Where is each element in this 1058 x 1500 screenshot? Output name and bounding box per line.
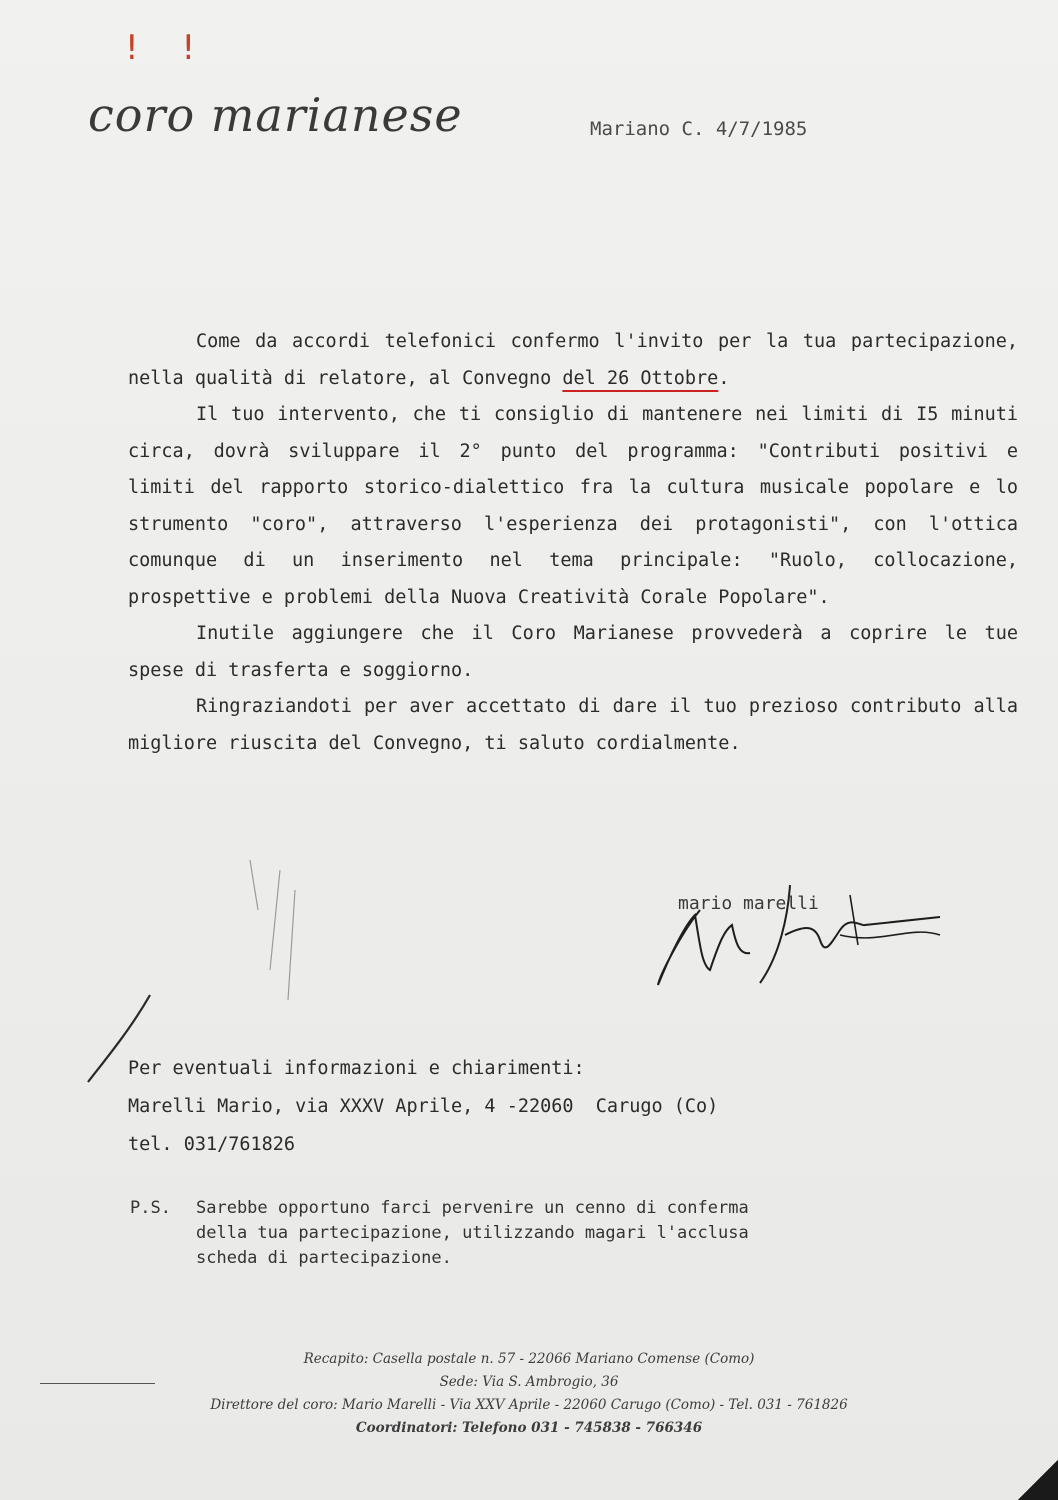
page-corner	[1018, 1460, 1058, 1500]
faint-pencil-marks	[210, 850, 330, 1020]
letterhead-footer	[0, 1348, 1058, 1440]
letterhead-title: coro marianese	[88, 88, 463, 142]
paragraph-1	[128, 324, 1018, 397]
ps-line-1: Sarebbe opportuno farci pervenire un cenno di conferma	[196, 1198, 749, 1218]
signature-typed-name: mario marelli	[678, 893, 819, 914]
paragraph-3: Inutile aggiungere che il Coro Marianese provvederà a coprire le tue spese di trasferta e soggiorno.	[128, 623, 1018, 681]
footer-director: Direttore del coro: Mario Marelli - Via XXV Aprile - 22060 Carugo (Como) - Tel. 031 - 761826	[210, 1397, 848, 1413]
red-marks: ! !	[125, 28, 212, 68]
paragraph-4: Ringraziandoti per aver accettato di dare il tuo prezioso contributo alla migliore riuscita del Convegno, ti saluto cordialmente.	[128, 696, 1018, 754]
contact-line-2: Marelli Mario, via XXXV Aprile, 4 -22060 Carugo (Co)	[128, 1096, 719, 1117]
footer-coordinators: Coordinatori: Telefono 031 - 745838 - 766346	[355, 1420, 703, 1436]
footer-seat: Sede: Via S. Ambrogio, 36	[439, 1374, 619, 1390]
ps-line-3: scheda di partecipazione.	[196, 1248, 452, 1268]
contact-line-3: tel. 031/761826	[128, 1134, 296, 1155]
contact-line-1: Per eventuali informazioni e chiarimenti:	[128, 1058, 585, 1079]
contact-info	[128, 1050, 718, 1164]
paragraph-1-text: Come da accordi telefonici confermo l'invito per la tua partecipazione, nella qualità di relatore, al Convegno	[128, 331, 1018, 389]
paragraph-1-end: .	[718, 367, 730, 389]
signature-block	[640, 855, 960, 995]
ps-line-2: della tua partecipazione, utilizzando magari l'acclusa	[196, 1223, 749, 1243]
ps-text	[196, 1196, 749, 1271]
letter-body	[128, 324, 1018, 762]
ps-label: P.S.	[130, 1198, 171, 1218]
footer-address: Recapito: Casella postale n. 57 - 22066 Mariano Comense (Como)	[303, 1351, 755, 1367]
event-date-underlined: del 26 Ottobre	[562, 367, 719, 389]
paragraph-2: Il tuo intervento, che ti consiglio di mantenere nei limiti di I5 minuti circa, dovrà sviluppare il 2° punto del programma: "Contributi positivi e limiti del rapporto storico-dialettico fra la cultura musicale popolare e lo strumento "coro", attraverso l'esperienza dei protagonisti", con l'ottica comunque di un inserimento nel tema principale: "Ruolo, collocazione, prospettive e problemi della Nuova Creatività Corale Popolare".	[128, 404, 1018, 608]
handwritten-signature	[640, 855, 960, 995]
letter-date: Mariano C. 4/7/1985	[590, 118, 808, 140]
